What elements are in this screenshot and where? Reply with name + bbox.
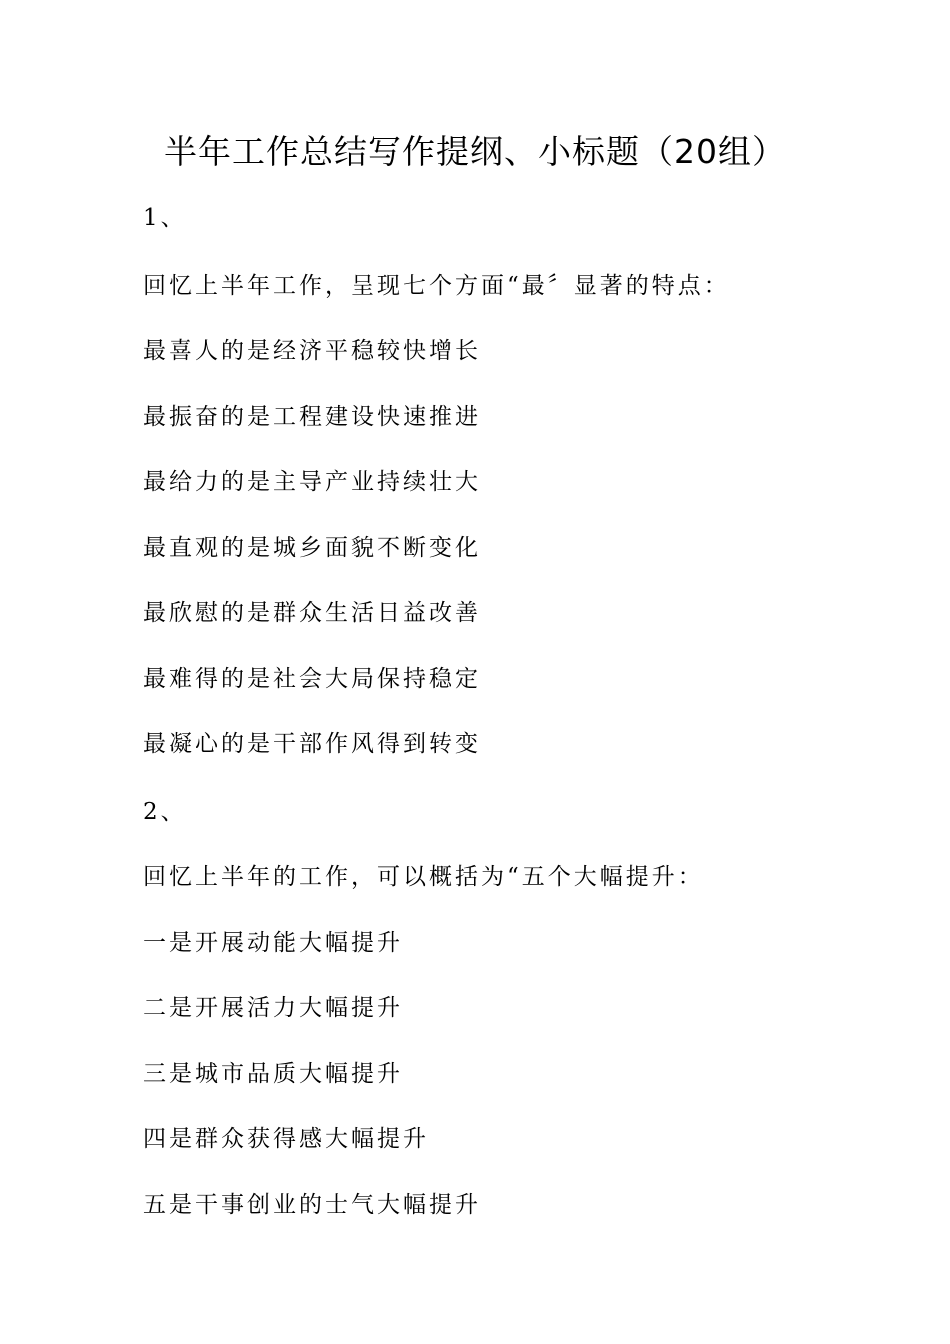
list-item: 四是群众获得感大幅提升	[143, 1126, 429, 1152]
paragraph: 回忆上半年的工作，可以概括为“五个大幅提升：	[143, 864, 704, 890]
document-title: 半年工作总结写作提纲、小标题（20组）	[164, 132, 786, 171]
list-item: 三是城市品质大幅提升	[143, 1061, 403, 1087]
list-item: 最凝心的是干部作风得到转变	[143, 731, 481, 757]
list-item: 最欣慰的是群众生活日益改善	[143, 600, 481, 626]
paragraph: 回忆上半年工作，呈现七个方面“最〞显著的特点：	[143, 273, 730, 299]
list-item: 最振奋的是工程建设快速推进	[143, 404, 481, 430]
list-item: 五是干事创业的士气大幅提升	[143, 1192, 481, 1218]
list-item: 二是开展活力大幅提升	[143, 995, 403, 1021]
section-number: 2、	[143, 799, 187, 825]
section-number: 1、	[143, 205, 187, 231]
list-item: 最直观的是城乡面貌不断变化	[143, 535, 481, 561]
list-item: 一是开展动能大幅提升	[143, 930, 403, 956]
list-item: 最给力的是主导产业持续壮大	[143, 469, 481, 495]
list-item: 最喜人的是经济平稳较快增长	[143, 338, 481, 364]
list-item: 最难得的是社会大局保持稳定	[143, 666, 481, 692]
